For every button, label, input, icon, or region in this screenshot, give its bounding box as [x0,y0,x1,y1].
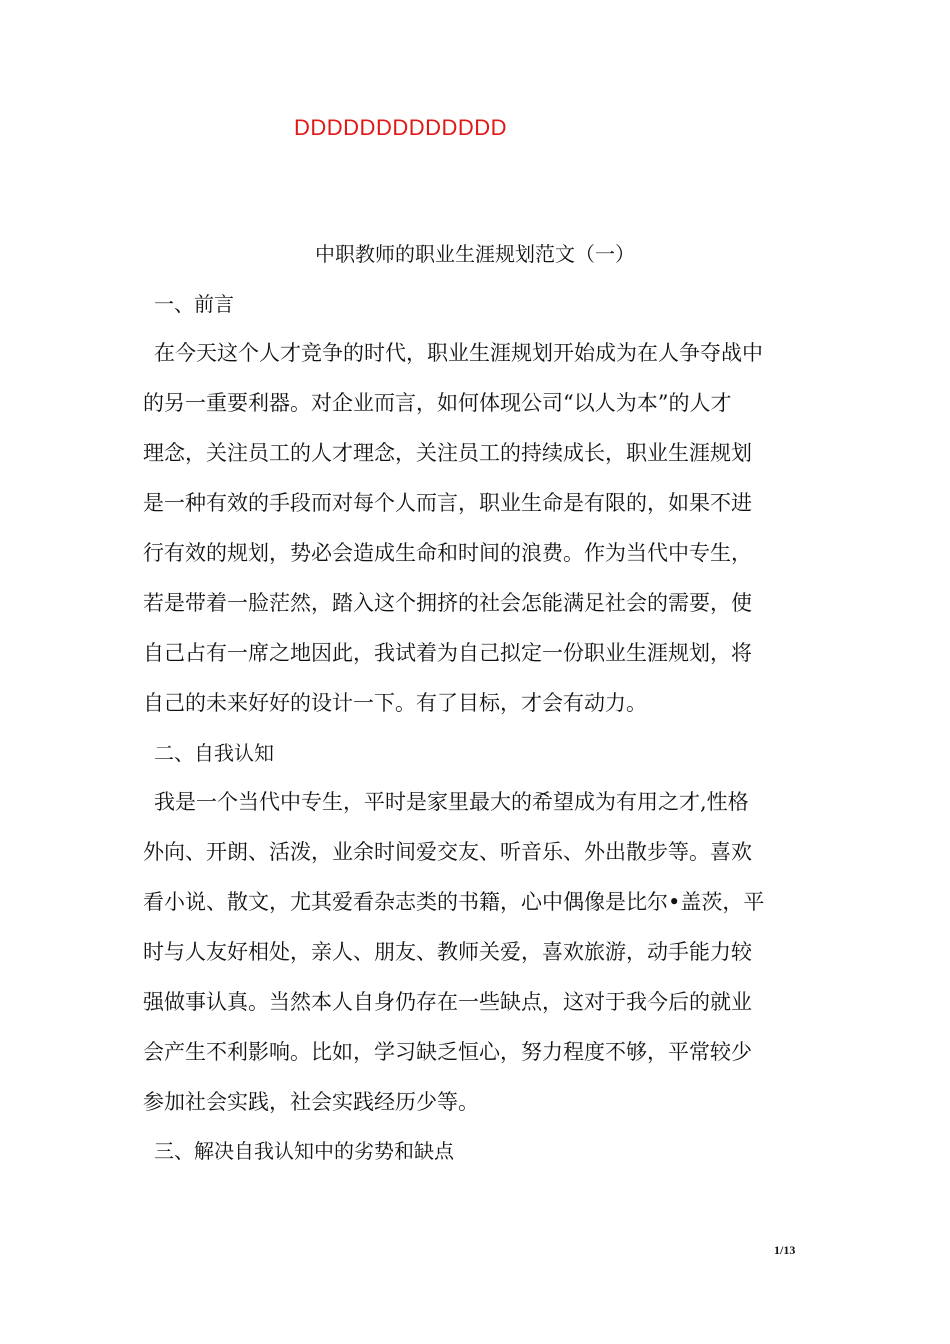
text-line: 看小说、散文，尤其爱看杂志类的书籍，心中偶像是比尔•盖茨，平 [143,890,765,914]
text-line: 自己占有一席之地因此，我试着为自己拟定一份职业生涯规划，将 [143,641,752,665]
text-line: 在今天这个人才竞争的时代，职业生涯规划开始成为在人争夺战中 [154,341,763,365]
text-line: 行有效的规划，势必会造成生命和时间的浪费。作为当代中专生， [143,541,752,565]
text-line: 时与人友好相处，亲人、朋友、教师关爱，喜欢旅游，动手能力较 [143,940,752,964]
page-number: 1/13 [774,1243,796,1257]
text-line: 会产生不利影响。比如，学习缺乏恒心，努力程度不够，平常较少 [143,1040,752,1064]
text-line: 若是带着一脸茫然，踏入这个拥挤的社会怎能满足社会的需要，使 [143,591,752,615]
text-line: 理念，关注员工的人才理念，关注员工的持续成长，职业生涯规划 [143,441,752,465]
text-line: 的另一重要利器。对企业而言，如何体现公司“以人为本”的人才 [143,391,732,415]
text-line: 自己的未来好好的设计一下。有了目标，才会有动力。 [143,691,647,715]
text-line: 强做事认真。当然本人自身仍存在一些缺点，这对于我今后的就业 [143,990,752,1014]
text-line: 我是一个当代中专生，平时是家里最大的希望成为有用之才,性格 [154,790,749,814]
section-body-preface [143,339,811,739]
text-line: 外向、开朗、活泼，业余时间爱交友、听音乐、外出散步等。喜欢 [143,840,752,864]
text-line: 是一种有效的手段而对每个人而言，职业生命是有限的，如果不进 [143,491,752,515]
section-heading-weaknesses: 三、解决自我认知中的劣势和缺点 [154,1139,454,1163]
document-title: 中职教师的职业生涯规划范文（一） [315,242,635,266]
section-heading-self-awareness: 二、自我认知 [154,741,274,765]
text-line: 参加社会实践，社会实践经历少等。 [143,1090,479,1114]
header-watermark-text: DDDDDDDDDDDDD [294,115,508,140]
section-body-self-awareness [143,788,811,1138]
section-heading-preface: 一、前言 [154,292,234,316]
